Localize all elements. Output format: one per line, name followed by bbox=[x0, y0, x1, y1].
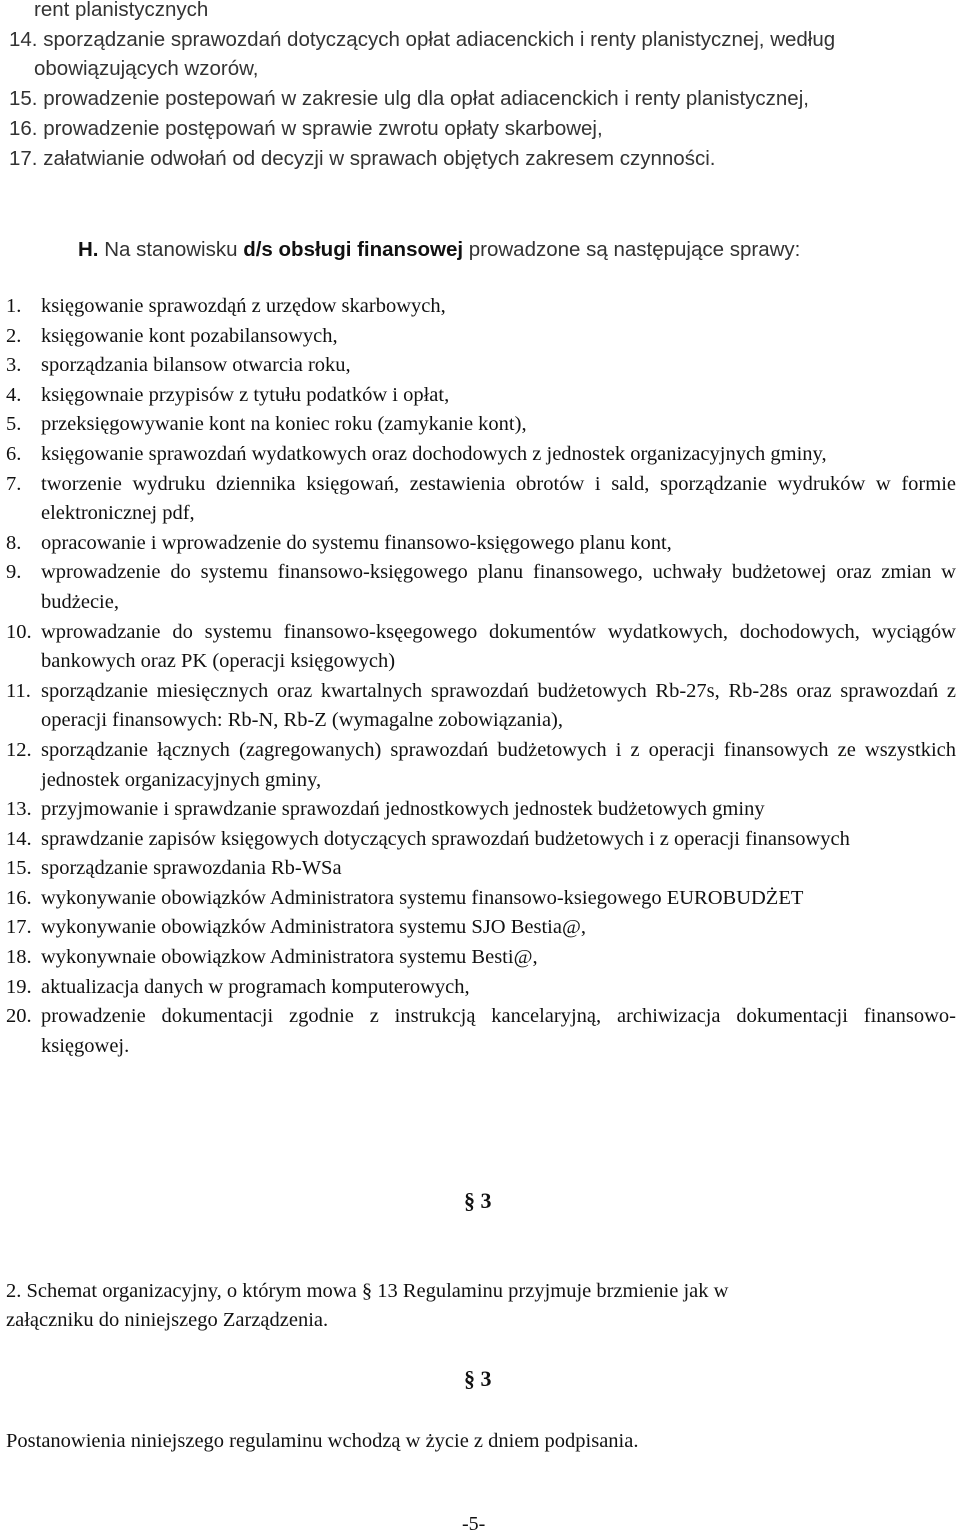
list-item bbox=[6, 854, 956, 884]
item-text: wykonywnaie obowiązkow Administratora systemu Besti@, bbox=[41, 946, 538, 969]
list-item bbox=[6, 440, 956, 470]
item-text: księgownaie przypisów z tytułu podatków i opłat, bbox=[41, 383, 450, 406]
item-number: 6. bbox=[6, 442, 22, 465]
section-mark: § 3 bbox=[464, 1188, 492, 1213]
item-text: przyjmowanie i sprawdzanie sprawozdań jednostkowych jednostek budżetowych gminy bbox=[41, 798, 765, 821]
section-bold-title: d/s obsługi finansowej bbox=[243, 238, 464, 261]
list-item bbox=[6, 736, 956, 795]
list-item bbox=[6, 322, 956, 352]
item-text: sporządzanie miesięcznych oraz kwartalnych sprawozdań budżetowych Rb-27s, Rb-28s oraz sprawozdań z operacji finansowych: Rb-N, Rb-Z (wymagalne zobowiązania), bbox=[41, 679, 956, 732]
list-item bbox=[6, 884, 956, 914]
item-number: 18. bbox=[6, 946, 32, 969]
item-text: sprawdzanie zapisów księgowych dotyczących sprawozdań budżetowych i z operacji finansowych bbox=[41, 827, 850, 850]
item-text: wprowadzanie do systemu finansowo-ksęegowego dokumentów wydatkowych, dochodowych, wyciągów bankowych oraz PK (operacji księgowych) bbox=[41, 620, 956, 673]
section-prefix: Na stanowisku bbox=[104, 238, 238, 261]
item-number: 7. bbox=[6, 472, 22, 495]
item-number: 2. bbox=[6, 324, 22, 347]
list-item bbox=[6, 677, 956, 736]
section-mark: § 3 bbox=[464, 1366, 492, 1391]
item-number: 4. bbox=[6, 383, 22, 406]
item-text: sporządzanie sprawozdania Rb-WSa bbox=[41, 857, 342, 880]
list-item bbox=[6, 1002, 956, 1061]
item-number: 11. bbox=[6, 679, 31, 702]
list-item bbox=[6, 618, 956, 677]
section-letter: H. bbox=[78, 238, 99, 261]
item-text: sporządzanie łącznych (zagregowanych) sprawozdań budżetowych i z operacji finansowych ze wszystkich jednostek organizacyjnych gminy, bbox=[41, 738, 956, 791]
item-number: 12. bbox=[6, 738, 32, 761]
list-item bbox=[6, 292, 956, 322]
section-h-heading bbox=[78, 238, 800, 262]
list-item bbox=[6, 351, 956, 381]
list-item bbox=[6, 470, 956, 529]
item-text: wprowadzenie do systemu finansowo-księgowego planu finansowego, uchwały budżetowej oraz zmian w budżecie, bbox=[41, 561, 956, 613]
top-list-line: 14. sporządzanie sprawozdań dotyczących opłat adiacenckich i renty planistycznej, według bbox=[9, 28, 836, 51]
list-item bbox=[6, 825, 956, 855]
list-item bbox=[6, 558, 956, 617]
page-number: -5- bbox=[462, 1513, 486, 1535]
final-paragraph: Postanowienia niniejszego regulaminu wchodzą w życie z dniem podpisania. bbox=[6, 1430, 639, 1452]
item-number: 17. bbox=[6, 916, 32, 939]
item-text: księgowanie sprawozdań wydatkowych oraz dochodowych z jednostek organizacyjnych gminy, bbox=[41, 442, 827, 465]
item-number: 1. bbox=[6, 295, 22, 317]
item-number: 8. bbox=[6, 531, 22, 554]
item-number: 14. bbox=[6, 827, 32, 850]
top-list-line: 17. załatwianie odwołań od decyzji w sprawach objętych zakresem czynności. bbox=[9, 147, 716, 170]
item-text: aktualizacja danych w programach komputerowych, bbox=[41, 975, 470, 998]
item-text: wykonywanie obowiązków Administratora systemu finansowo-ksiegowego EUROBUDŻET bbox=[41, 886, 804, 909]
item-text: prowadzenie dokumentacji zgodnie z instrukcją kancelaryjną, archiwizacja dokumentacji finansowo-księgowej. bbox=[41, 1005, 956, 1057]
item-number: 19. bbox=[6, 975, 32, 998]
item-text: przeksięgowywanie kont na koniec roku (zamykanie kont), bbox=[41, 413, 527, 436]
list-item bbox=[6, 410, 956, 440]
paragraph-2-line-1: 2. Schemat organizacyjny, o którym mowa § 13 Regulaminu przyjmuje brzmienie jak w bbox=[6, 1280, 729, 1302]
list-item bbox=[6, 529, 956, 559]
top-list-line: 16. prowadzenie postępowań w sprawie zwrotu opłaty skarbowej, bbox=[9, 117, 603, 140]
top-list-line: rent planistycznych bbox=[34, 0, 209, 21]
item-number: 3. bbox=[6, 354, 22, 377]
list-item bbox=[6, 381, 956, 411]
item-number: 15. bbox=[6, 857, 32, 880]
duties-list bbox=[6, 292, 956, 1061]
item-number: 5. bbox=[6, 413, 22, 436]
section-suffix: prowadzone są następujące sprawy: bbox=[468, 238, 801, 261]
list-item bbox=[6, 913, 956, 943]
item-text: księgowanie sprawozdąń z urzędow skarbowych, bbox=[41, 295, 446, 317]
item-text: sporządzania bilansow otwarcia roku, bbox=[41, 354, 351, 377]
item-number: 13. bbox=[6, 798, 32, 821]
item-text: opracowanie i wprowadzenie do systemu finansowo-księgowego planu kont, bbox=[41, 531, 672, 554]
item-text: tworzenie wydruku dziennika księgowań, zestawienia obrotów i sald, sporządzanie wydruków w formie elektronicznej pdf, bbox=[41, 472, 956, 525]
top-list-line: obowiązujących wzorów, bbox=[34, 57, 259, 80]
item-number: 9. bbox=[6, 561, 22, 584]
list-item bbox=[6, 973, 956, 1003]
item-number: 20. bbox=[6, 1005, 32, 1028]
item-text: księgowanie kont pozabilansowych, bbox=[41, 324, 338, 347]
item-number: 16. bbox=[6, 886, 32, 909]
list-item bbox=[6, 943, 956, 973]
paragraph-2-line-2: załączniku do niniejszego Zarządzenia. bbox=[6, 1309, 329, 1331]
list-item bbox=[6, 795, 956, 825]
item-number: 10. bbox=[6, 620, 32, 643]
top-list-line: 15. prowadzenie postepowań w zakresie ulg dla opłat adiacenckich i renty planistycznej, bbox=[9, 87, 809, 110]
item-text: wykonywanie obowiązków Administratora systemu SJO Bestia@, bbox=[41, 916, 586, 939]
